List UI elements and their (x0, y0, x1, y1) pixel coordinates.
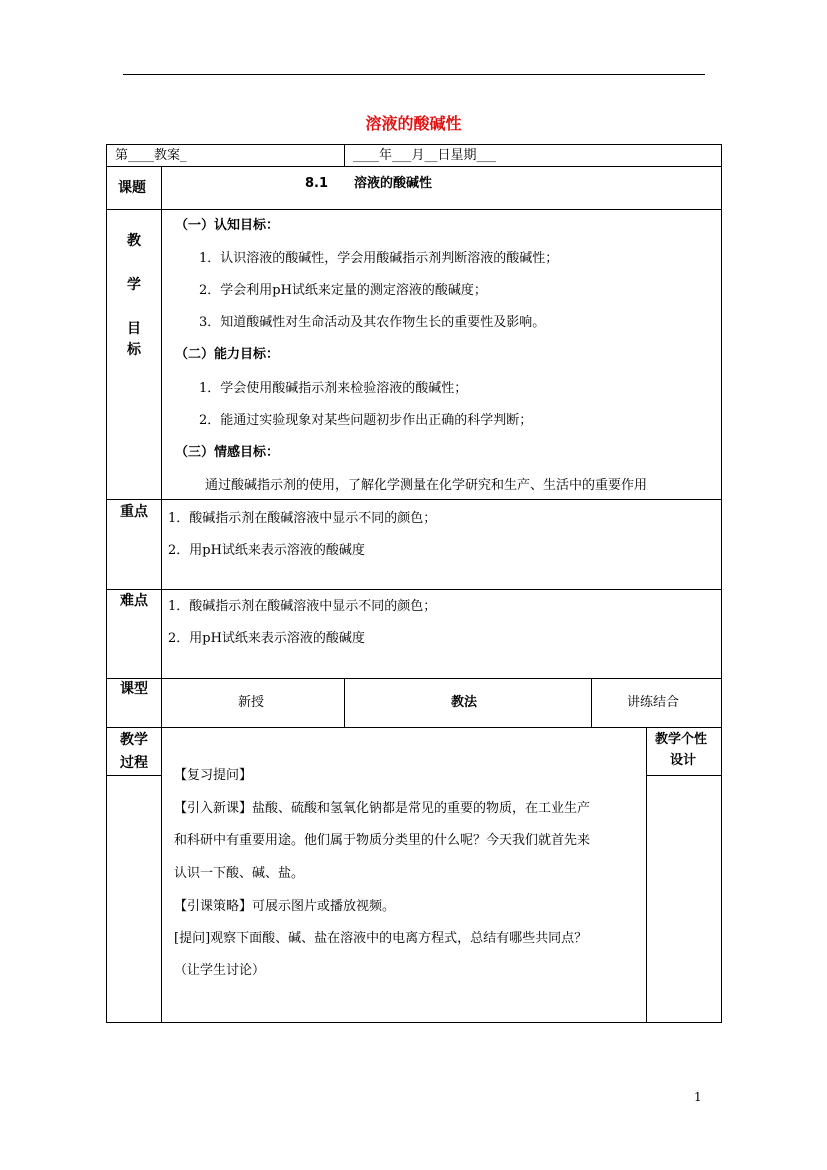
personal-design-label-cell (647, 728, 722, 776)
lesson-type-value: 新授 (238, 695, 265, 710)
teaching-method-label-cell (345, 679, 592, 728)
difficulty-item: 2．用pH试纸来表示溶液的酸碱度 (168, 631, 365, 646)
process-label-filler-cell (106, 776, 162, 1023)
date-cell (345, 144, 722, 167)
ability-goal-item: 1．学会使用酸碱指示剂来检验溶液的酸碱性； (199, 381, 468, 396)
objectives-label-cell (106, 210, 162, 500)
difficulty-item: 1．酸碱指示剂在酸碱溶液中显示不同的颜色； (168, 599, 437, 614)
strategy-tag: 【引课策略】 (174, 899, 253, 914)
difficulties-label: 难点 (120, 593, 148, 609)
date-text: ____年___月__日星期___ (353, 148, 497, 163)
emotional-goal-item: 通过酸碱指示剂的使用，了解化学测量在化学研究和生产、生活中的重要作用 (205, 478, 648, 493)
question-line: （让学生讨论） (174, 963, 266, 978)
cognitive-goals-heading: （一）认知目标： (175, 218, 280, 233)
objectives-label-char: 教 (127, 233, 141, 249)
key-points-label-cell (106, 500, 162, 590)
cognitive-goal-item: 3．知道酸碱性对生命活动及其农作物生长的重要性及影响。 (199, 315, 546, 330)
strategy-text: 可展示图片或播放视频。 (252, 899, 396, 914)
process-label-line: 过程 (120, 755, 148, 771)
objectives-content-cell (162, 210, 722, 500)
lesson-number-cell (106, 144, 345, 167)
page-number: 1 (694, 1090, 702, 1104)
intro-line: 和科研中有重要用途。他们属于物质分类里的什么呢？今天我们就首先来 (174, 833, 591, 848)
process-content-cell (162, 728, 647, 1023)
personal-design-content-cell (647, 776, 722, 1023)
key-point-item: 2．用pH试纸来表示溶液的酸碱度 (168, 543, 365, 558)
emotional-goals-heading: （三）情感目标： (175, 445, 280, 460)
intro-line: 认识一下酸、碱、盐。 (174, 866, 305, 881)
difficulties-label-cell (106, 590, 162, 679)
intro-text: 盐酸、硫酸和氢氧化钠都是常见的重要的物质，在工业生产 (252, 801, 591, 816)
lesson-number-text: 第____教案_ (115, 148, 187, 163)
key-points-label: 重点 (120, 504, 148, 520)
teaching-method-value-cell (592, 679, 722, 728)
topic-label: 课题 (118, 180, 146, 196)
strategy-line (174, 899, 395, 915)
topic-value: 8.1 溶液的酸碱性 (305, 176, 433, 191)
intro-tag: 【引入新课】 (174, 801, 253, 816)
ability-goals-heading: （二）能力目标： (175, 347, 280, 362)
personal-design-label-line: 设计 (670, 753, 697, 768)
objectives-label-char: 标 (127, 342, 141, 358)
personal-design-label-line: 教学个性 (655, 732, 708, 747)
process-label-line: 教学 (120, 732, 148, 748)
teaching-method-value: 讲练结合 (627, 695, 680, 710)
objectives-label-char: 学 (127, 277, 141, 293)
teaching-method-label: 教法 (451, 695, 478, 710)
lesson-type-label-cell (106, 679, 162, 728)
cognitive-goal-item: 2．学会利用pH试纸来定量的测定溶液的酸碱度； (199, 283, 487, 298)
ability-goal-item: 2．能通过实验现象对某些问题初步作出正确的科学判断； (199, 413, 533, 428)
cognitive-goal-item: 1．认识溶液的酸碱性，学会用酸碱指示剂判断溶液的酸碱性； (199, 251, 559, 266)
process-label-cell (106, 728, 162, 776)
topic-label-cell (106, 167, 162, 210)
question-line: [提问]观察下面酸、碱、盐在溶液中的电离方程式，总结有哪些共同点？ (174, 931, 588, 946)
intro-line (174, 801, 590, 817)
review-tag: 【复习提问】 (174, 768, 253, 783)
document-title: 溶液的酸碱性 (365, 114, 462, 133)
difficulties-content-cell (162, 590, 722, 679)
topic-value-cell (162, 167, 722, 210)
header-rule (123, 74, 705, 75)
objectives-label-char: 目 (127, 321, 141, 337)
lesson-type-label: 课型 (120, 681, 148, 697)
lesson-type-value-cell (162, 679, 345, 728)
key-point-item: 1．酸碱指示剂在酸碱溶液中显示不同的颜色； (168, 511, 437, 526)
key-points-content-cell (162, 500, 722, 590)
